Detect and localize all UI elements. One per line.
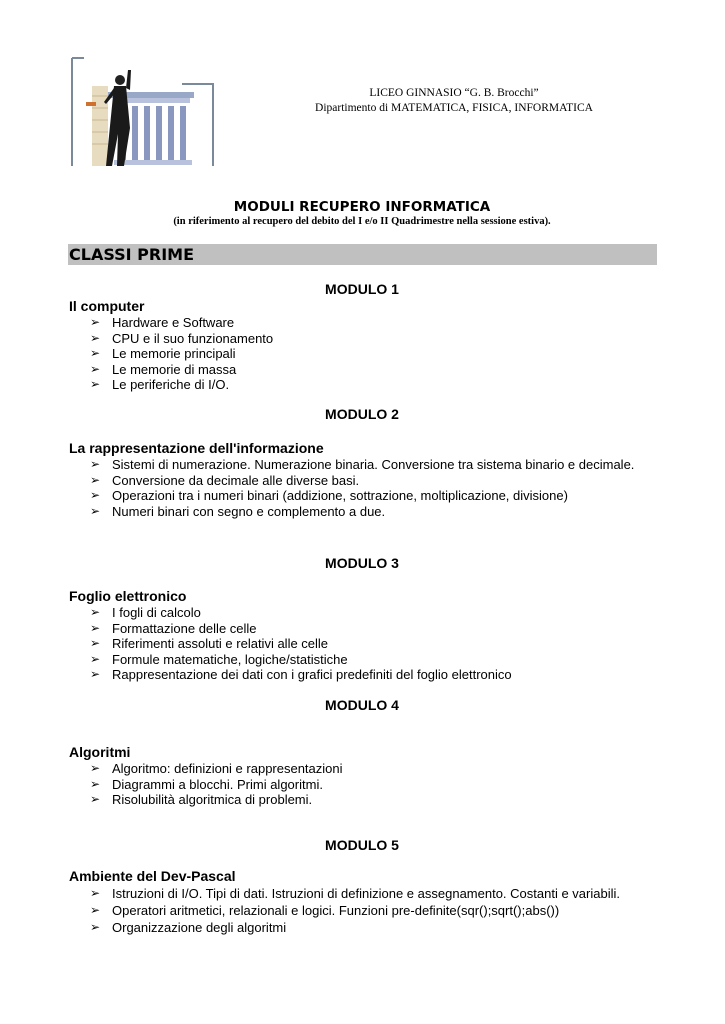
arrow-bullet-icon: ➢ [90,361,101,376]
list-item [90,346,273,362]
item-text: Le memorie principali [112,346,236,361]
list-item [90,621,512,637]
item-text: CPU e il suo funzionamento [112,330,274,346]
item-text: Organizzazione degli algoritmi [112,920,287,935]
module-title: MODULO 3 [325,555,399,571]
arrow-bullet-icon: ➢ [90,903,101,917]
list-item [90,902,620,919]
list-item [90,331,273,347]
item-text: Operatori aritmetici, relazionali e logici. Funzioni pre-definite(sqr();sqrt();abs()) [112,903,560,918]
arrow-bullet-icon: ➢ [90,457,101,471]
section-band [68,244,657,265]
arrow-bullet-icon: ➢ [90,346,101,360]
list-item [90,885,620,902]
list-item [90,362,273,378]
item-text: Conversione da decimale alle diverse basi. [112,472,360,488]
list-item [90,652,512,668]
item-text: Riferimenti assoluti e relativi alle celle [112,636,329,651]
arrow-bullet-icon: ➢ [90,667,101,681]
list-item [90,777,343,793]
item-text: Formule matematiche, logiche/statistiche [112,651,348,667]
topic-list [90,457,634,519]
list-item [90,605,512,621]
list-item [90,377,273,393]
item-text: Hardware e Software [112,315,235,330]
arrow-bullet-icon: ➢ [90,651,101,666]
topic-list [90,605,512,683]
arrow-bullet-icon: ➢ [90,315,101,329]
document-title: MODULI RECUPERO INFORMATICA [233,199,491,215]
item-text: Le periferiche di I/O. [112,377,230,392]
module-subject: Foglio elettronico [69,588,187,604]
arrow-bullet-icon: ➢ [90,761,101,775]
list-item [90,919,620,936]
arrow-bullet-icon: ➢ [90,636,101,650]
item-text: Le memorie di massa [112,361,237,377]
item-text: Operazioni tra i numeri binari (addizione, sottrazione, moltiplicazione, divisione) [112,488,568,503]
arrow-bullet-icon: ➢ [90,792,101,806]
item-text: Rappresentazione dei dati con i grafici predefiniti del foglio elettronico [112,667,512,682]
module-subject: Ambiente del Dev-Pascal [69,868,236,884]
list-item [90,792,343,808]
list-item [90,488,634,504]
arrow-bullet-icon: ➢ [90,886,101,900]
module-subject: Algoritmi [69,744,131,760]
list-item [90,473,634,489]
item-text: Diagrammi a blocchi. Primi algoritmi. [112,776,323,792]
arrow-bullet-icon: ➢ [90,488,101,502]
list-item [90,504,634,520]
school-name: LICEO GINNASIO “G. B. Brocchi” [369,87,539,99]
arrow-bullet-icon: ➢ [90,330,101,345]
item-text: Istruzioni di I/O. Tipi di dati. Istruzioni di definizione e assegnamento. Costanti e variabili. [112,886,620,901]
item-text: Numeri binari con segno e complemento a due. [112,503,386,519]
item-text: I fogli di calcolo [112,605,201,620]
module-title: MODULO 2 [325,406,399,422]
arrow-bullet-icon: ➢ [90,620,101,635]
document-subtitle: (in riferimento al recupero del debito del I e/o II Quadrimestre nella sessione estiva). [173,216,551,227]
item-text: Formattazione delle celle [112,620,257,636]
arrow-bullet-icon: ➢ [90,472,101,487]
topic-list [90,315,273,393]
module-title: MODULO 5 [325,837,399,853]
item-text: Sistemi di numerazione. Numerazione binaria. Conversione tra sistema binario e decimale. [112,457,635,472]
topic-list [90,885,620,936]
item-text: Algoritmo: definizioni e rappresentazioni [112,761,343,776]
arrow-bullet-icon: ➢ [90,503,101,518]
list-item [90,315,273,331]
topic-list [90,761,343,808]
module-title: MODULO 1 [325,281,399,297]
list-item [90,636,512,652]
module-subject: La rappresentazione dell'informazione [69,440,324,456]
list-item [90,457,634,473]
list-item [90,761,343,777]
module-title: MODULO 4 [325,697,399,713]
department-name: Dipartimento di MATEMATICA, FISICA, INFORMATICA [315,102,593,114]
school-header [250,86,658,116]
school-logo [70,56,215,168]
list-item [90,667,512,683]
arrow-bullet-icon: ➢ [90,920,101,934]
arrow-bullet-icon: ➢ [90,776,101,791]
item-text: Risolubilità algoritmica di problemi. [112,792,313,807]
module-subject: Il computer [69,298,145,314]
section-title: CLASSI PRIME [69,245,195,264]
arrow-bullet-icon: ➢ [90,377,101,391]
arrow-bullet-icon: ➢ [90,605,101,619]
